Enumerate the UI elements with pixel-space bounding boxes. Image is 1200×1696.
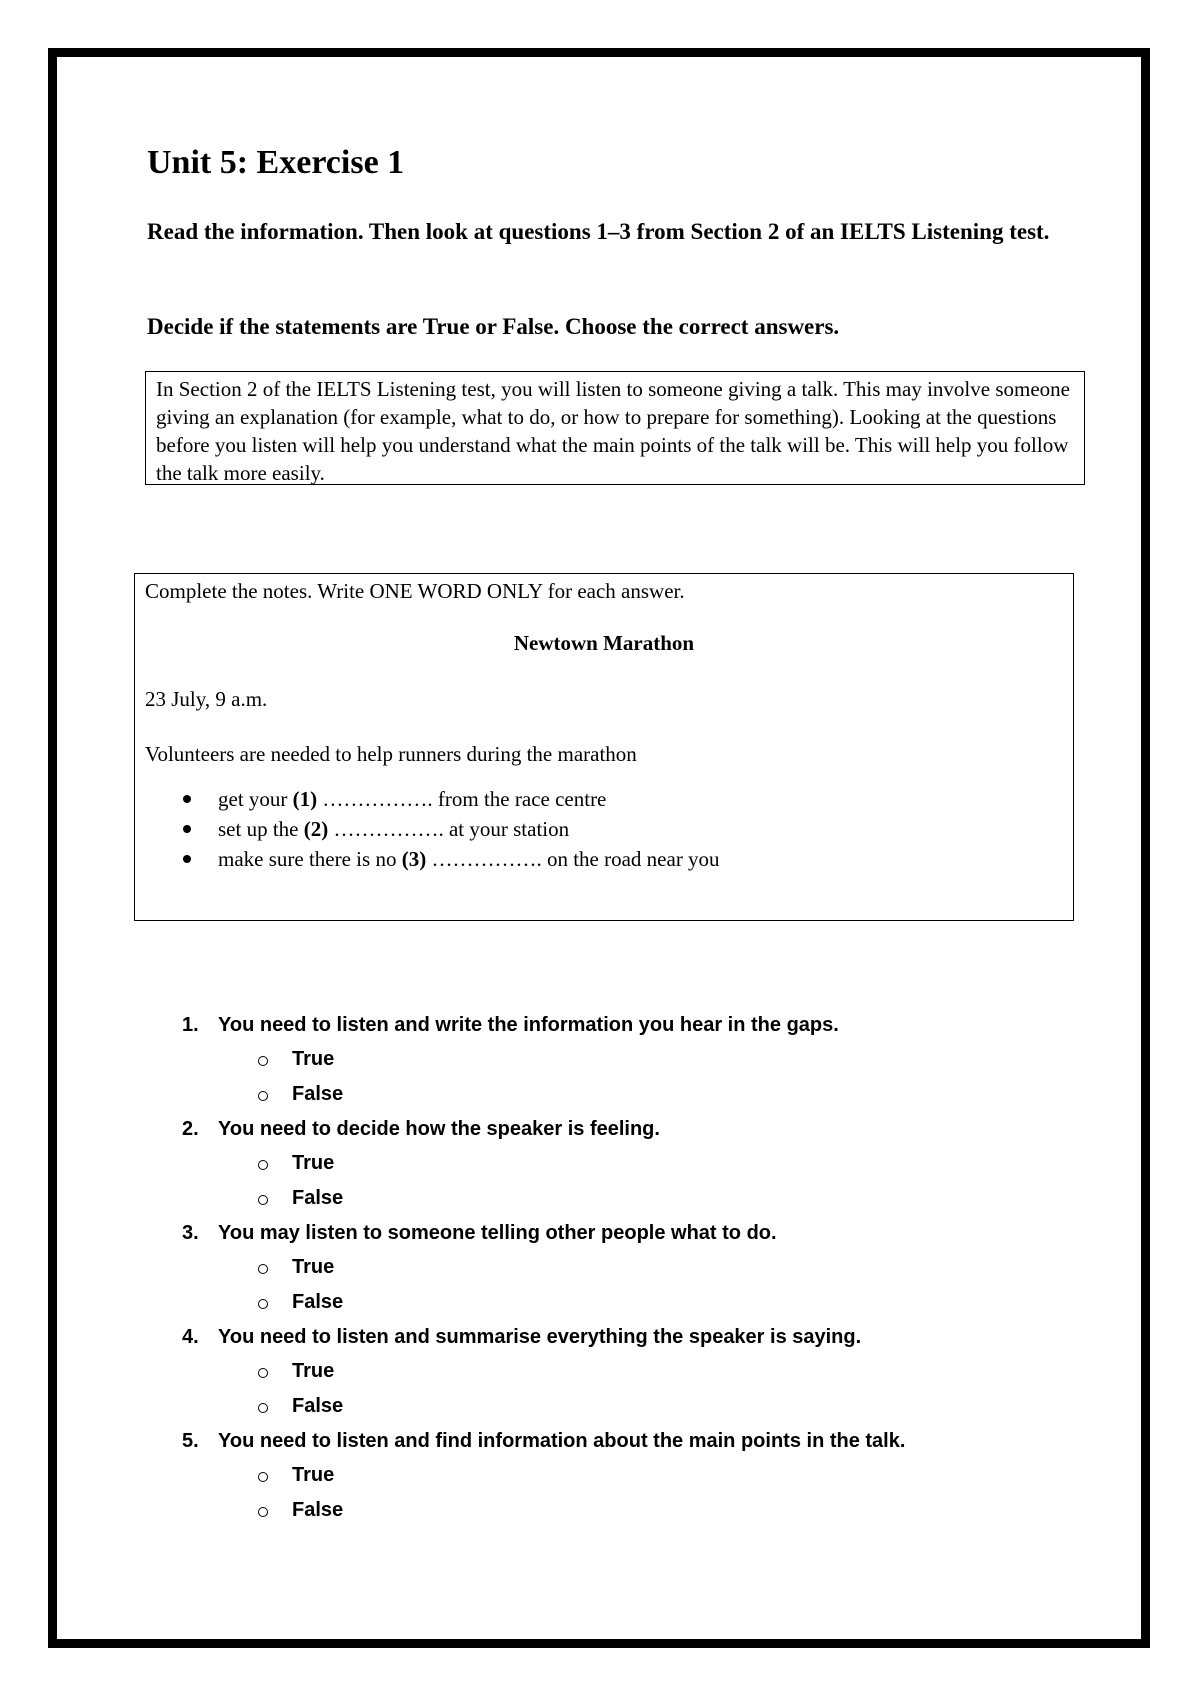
gap-label: (1) [292,787,318,811]
option-label[interactable]: True [292,1152,335,1174]
question-text: You need to listen and write the information you hear in the gaps. [218,1014,839,1036]
question-number: 4. [182,1326,199,1348]
radio-circle-icon[interactable] [258,1472,268,1482]
item-before: make sure there is no [218,847,397,871]
option-label[interactable]: False [292,1187,344,1209]
option-true[interactable] [170,1146,1070,1181]
radio-circle-icon[interactable] [258,1091,268,1101]
radio-circle-icon[interactable] [258,1299,268,1309]
bullet-icon [183,825,191,833]
item-before: get your [218,787,288,811]
option-label[interactable]: True [292,1464,335,1486]
option-label[interactable]: True [292,1048,335,1070]
notes-box [134,573,1074,921]
question-list [170,1008,1070,1528]
gap-label: (3) [401,847,427,871]
item-after: at your station [448,817,570,841]
question-item [170,1320,1070,1424]
option-false[interactable] [170,1493,1070,1528]
instruction-read: Read the information. Then look at questions 1–3 from Section 2 of an IELTS Listening test. [147,219,1050,244]
gap-label: (2) [303,817,329,841]
radio-circle-icon[interactable] [258,1056,268,1066]
option-true[interactable] [170,1458,1070,1493]
question-number: 3. [182,1222,199,1244]
item-after: from the race centre [437,787,607,811]
gap-blank[interactable]: ……………. [333,817,444,841]
option-label[interactable]: False [292,1291,344,1313]
option-label[interactable]: True [292,1360,335,1382]
radio-circle-icon[interactable] [258,1160,268,1170]
radio-circle-icon[interactable] [258,1368,268,1378]
radio-circle-icon[interactable] [258,1195,268,1205]
gap-blank[interactable]: ……………. [431,847,542,871]
question-item [170,1424,1070,1528]
question-text: You may listen to someone telling other people what to do. [218,1222,777,1244]
item-before: set up the [218,817,299,841]
question-text: You need to listen and find information about the main points in the talk. [218,1430,906,1452]
option-label[interactable]: True [292,1256,335,1278]
question-item [170,1008,1070,1112]
gap-blank[interactable]: ……………. [322,787,433,811]
question-number: 5. [182,1430,199,1452]
option-false[interactable] [170,1285,1070,1320]
page-title: Unit 5: Exercise 1 [147,144,405,181]
option-false[interactable] [170,1181,1070,1216]
option-label[interactable]: False [292,1395,344,1417]
radio-circle-icon[interactable] [258,1403,268,1413]
notes-title: Newtown Marathon [513,631,695,655]
option-label[interactable]: False [292,1083,344,1105]
question-item [170,1112,1070,1216]
notes-list [145,784,1063,874]
option-true[interactable] [170,1042,1070,1077]
instruction-decide: Decide if the statements are True or False. Choose the correct answers. [147,314,840,339]
notes-item [183,814,1063,844]
question-item [170,1216,1070,1320]
option-true[interactable] [170,1354,1070,1389]
question-text: You need to listen and summarise everything the speaker is saying. [218,1326,862,1348]
item-after: on the road near you [546,847,720,871]
notes-instruction: Complete the notes. Write ONE WORD ONLY for each answer. [145,579,685,603]
radio-circle-icon[interactable] [258,1264,268,1274]
option-label[interactable]: False [292,1499,344,1521]
notes-item [183,784,1063,814]
option-false[interactable] [170,1389,1070,1424]
info-box: In Section 2 of the IELTS Listening test, you will listen to someone giving a talk. This may involve someone giving an explanation (for example, what to do, or how to prepare for something). Looking at the questions before you listen will help you understand what the main points of the talk will be. This will help you follow the talk more easily. [145,371,1085,485]
bullet-icon [183,855,191,863]
option-true[interactable] [170,1250,1070,1285]
question-text: You need to decide how the speaker is feeling. [218,1118,660,1140]
notes-intro: Volunteers are needed to help runners during the marathon [145,742,637,766]
notes-date: 23 July, 9 a.m. [145,687,268,711]
option-false[interactable] [170,1077,1070,1112]
notes-item [183,844,1063,874]
question-number: 1. [182,1014,199,1036]
bullet-icon [183,795,191,803]
question-number: 2. [182,1118,199,1140]
radio-circle-icon[interactable] [258,1507,268,1517]
